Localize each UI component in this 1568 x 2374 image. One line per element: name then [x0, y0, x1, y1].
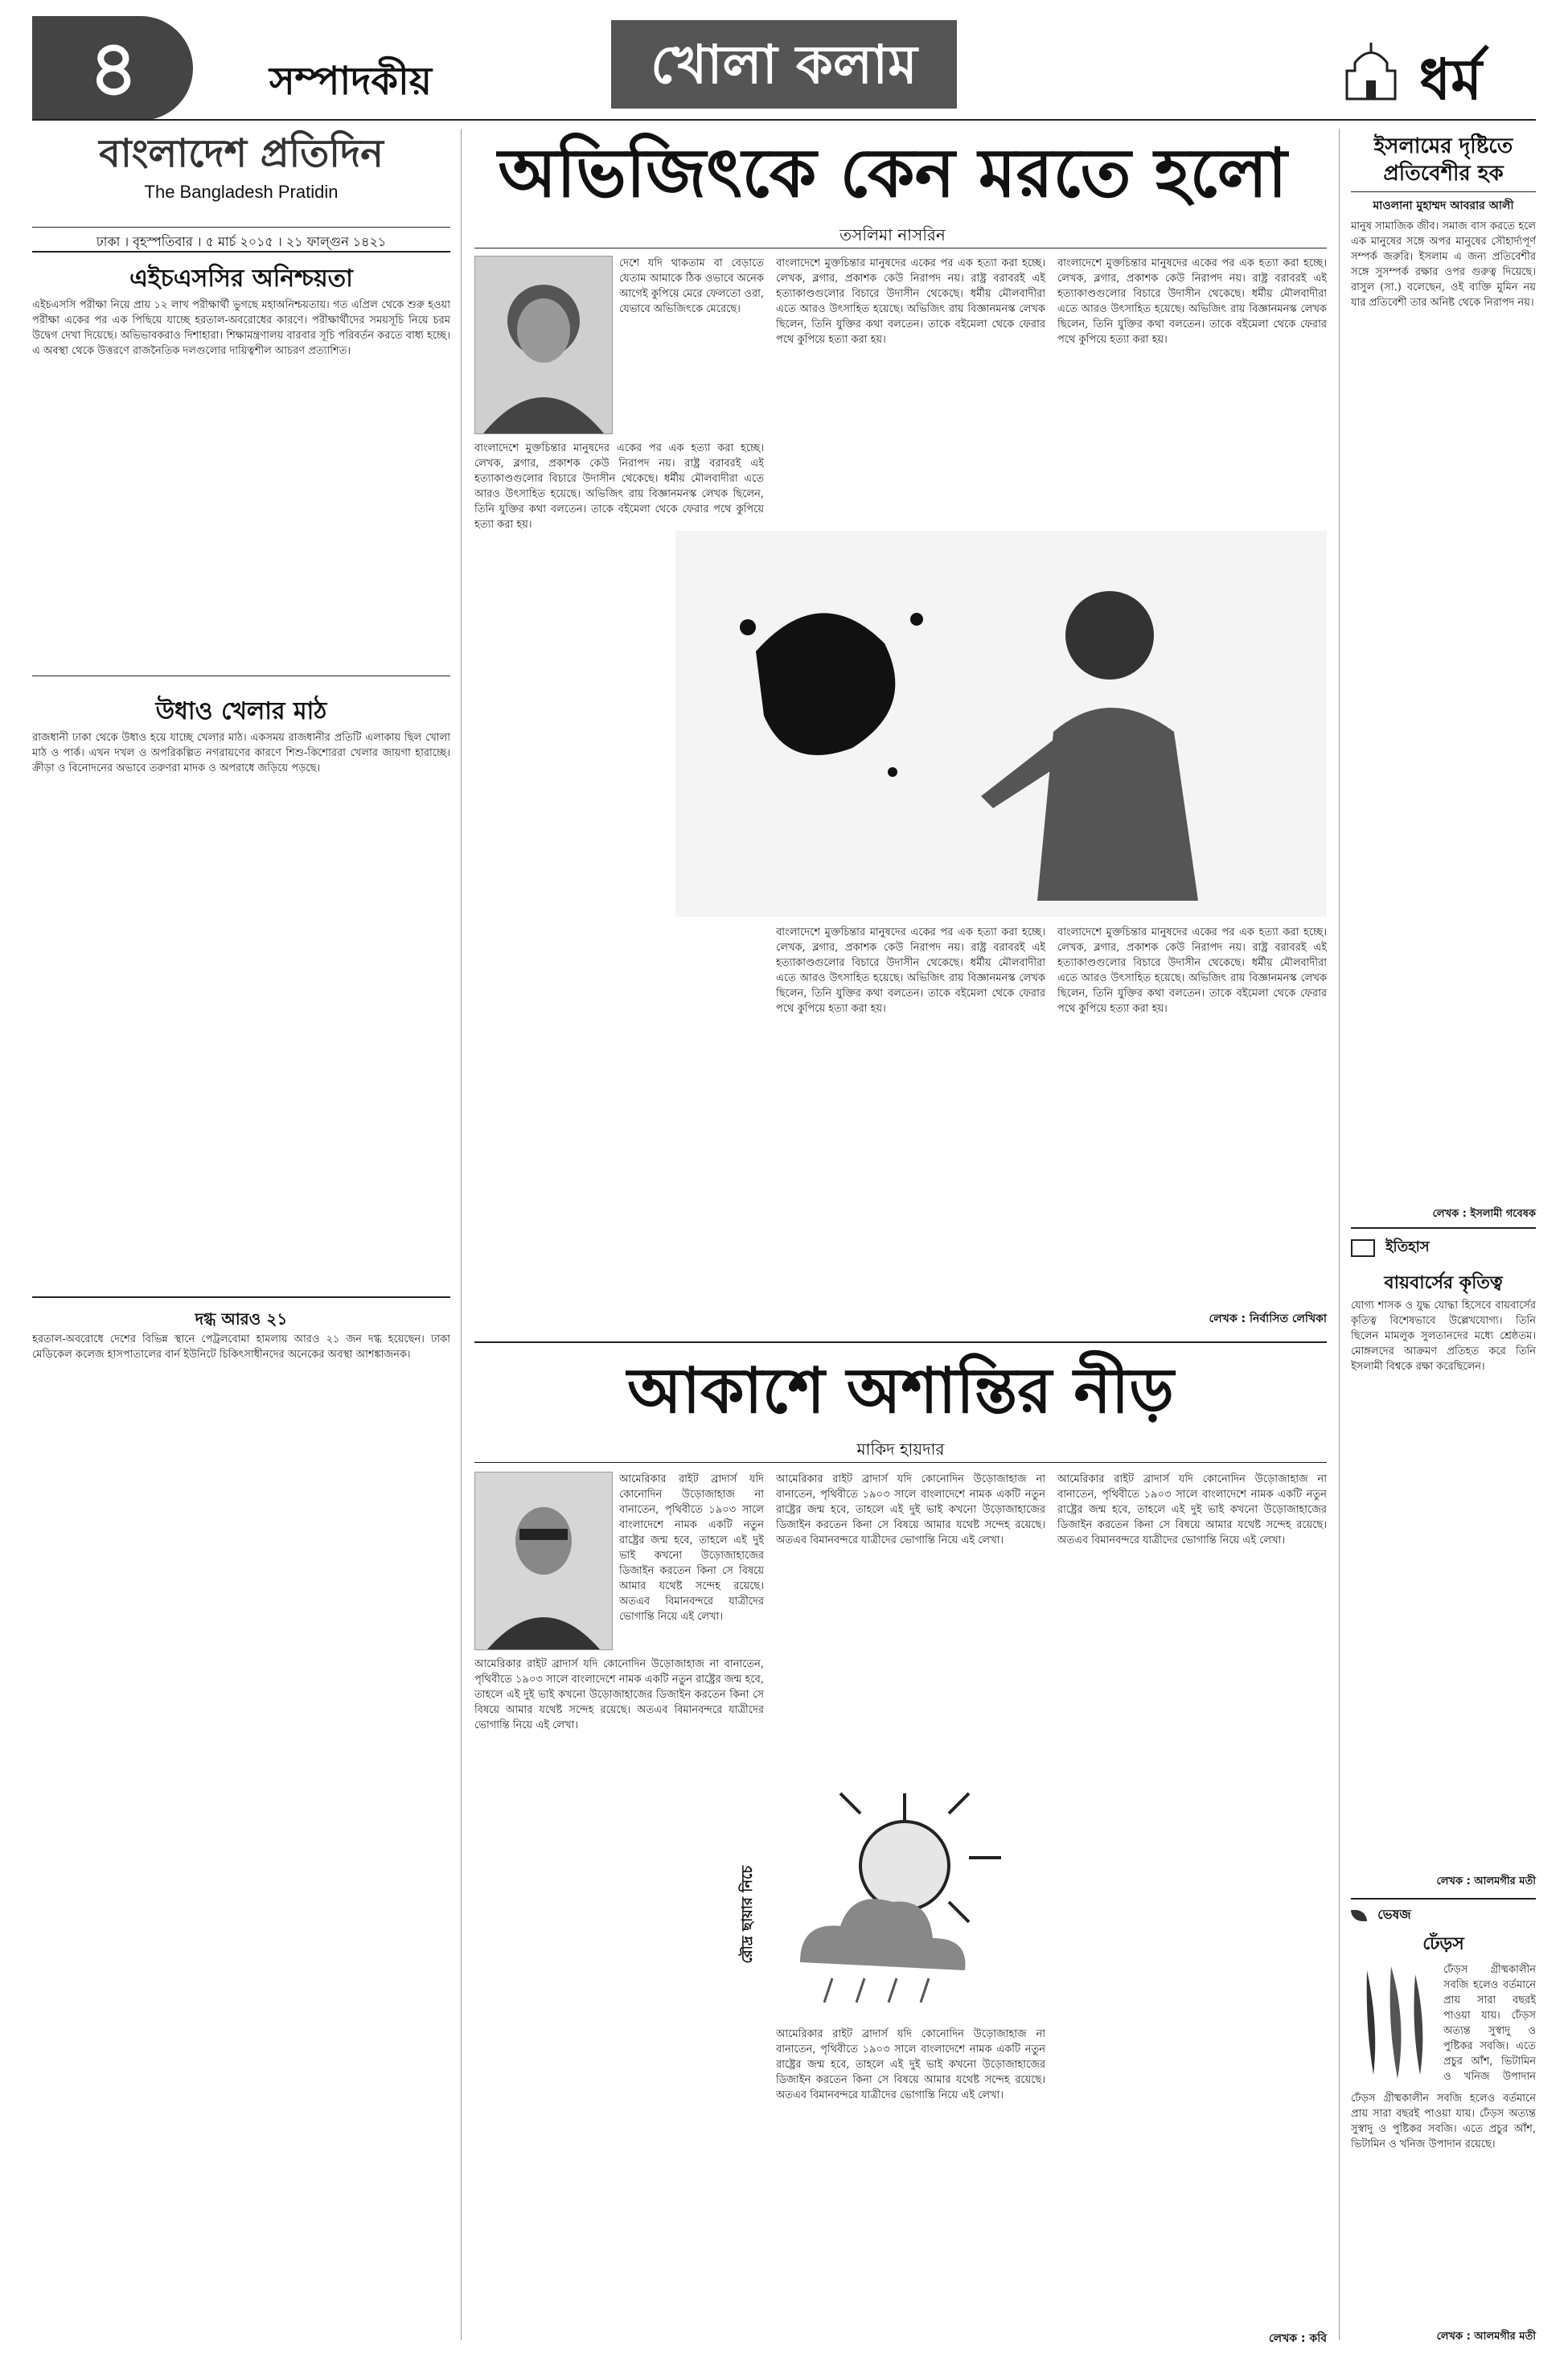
- article-body: বাংলাদেশে মুক্তচিন্তার মানুষদের একের পর এক হত্যা করা হচ্ছে। লেখক, ব্লগার, প্রকাশক কেউ নিরাপদ নয়। রাষ্ট্র বরাবরই এই হত্যাকাণ্ডগুলোর বিচারে উদাসীন থেকেছে। ধর্মীয় মৌলবাদীরা এতে আরও উৎসাহিত হয়েছে। অভিজিৎ রায় বিজ্ঞানমনস্ক লেখক ছিলেন, তিনি যুক্তির কথা বলতেন। তাকে বইমেলা থেকে ফেরার পথে কুপিয়ে হত্যা করা হয়।: [1057, 926, 1327, 1015]
- section-center-banner: [611, 20, 957, 109]
- page-number: ৪: [88, 23, 139, 113]
- herb-body: ঢেঁড়স গ্রীষ্মকালীন সবজি হলেও বর্তমানে প্রায় সারা বছরই পাওয়া যায়। ঢেঁড়স অত্যন্ত সুস্বাদু ও পুষ্টিকর সবজি। এতে প্রচুর আঁশ, ভিটামিন ও খনিজ উপাদান রয়েছে।: [1351, 2093, 1536, 2150]
- article-illustration: [675, 531, 1327, 917]
- history-signature: লেখক : আলমগীর মতী: [1436, 1875, 1536, 1887]
- islam-article-signature: লেখক : ইসলামী গবেষক: [1432, 1208, 1536, 1220]
- history-body: যোগ্য শাসক ও যুদ্ধ যোদ্ধা হিসেবে বায়বার্সের কৃতিত্ব বিশেষভাবে উল্লেখযোগ্য। তিনি ছিলেন মামলুক সুলতানদের মধ্যে শ্রেষ্ঠতম। মোঙ্গলদের আক্রমণ প্রতিহত করে তিনি ইসলামী বিশ্বকে রক্ষা করেছিলেন।: [1351, 1300, 1536, 1373]
- weather-illustration: [728, 1777, 1025, 2019]
- article-signature: লেখক : কবি: [1268, 2332, 1327, 2345]
- article-body: আমেরিকার রাইট ব্রাদার্স যদি কোনোদিন উড়োজাহাজ না বানাতেন, পৃথিবীতে ১৯০৩ সালে বাংলাদেশে নামক একটি নতুন রাষ্ট্রের জন্ম হবে, তাহলে এই দুই ভাই কখনো উড়োজাহাজের ডিজাইন করতেন কিনা সে বিষয়ে আমার যথেষ্ট সন্দেহ রয়েছে। অতএব বিমানবন্দরে যাত্রীদের ভোগান্তি নিয়ে এই লেখা।: [474, 1658, 764, 1731]
- article-author: তসলিমা নাসরিন: [839, 225, 946, 244]
- article-body: আমেরিকার রাইট ব্রাদার্স যদি কোনোদিন উড়োজাহাজ না বানাতেন, পৃথিবীতে ১৯০৩ সালে বাংলাদেশে নামক একটি নতুন রাষ্ট্রের জন্ম হবে, তাহলে এই দুই ভাই কখনো উড়োজাহাজের ডিজাইন করতেন কিনা সে বিষয়ে আমার যথেষ্ট সন্দেহ রয়েছে। অতএব বিমানবন্দরে যাত্রীদের ভোগান্তি নিয়ে এই লেখা।: [776, 2028, 1045, 2101]
- article-signature: লেখক : নির্বাসিত লেখিকা: [1209, 1312, 1327, 1325]
- history-section-label: [1351, 1235, 1536, 1259]
- page-number-tab: [32, 16, 193, 121]
- editorial-title: এইচএসসির অনিশ্চয়তা: [129, 265, 353, 293]
- article-author: মাকিদ হায়দার: [856, 1440, 945, 1459]
- book-icon: [1351, 1239, 1375, 1257]
- islam-article-author: মাওলানা মুহাম্মদ আবরার আলী: [1373, 199, 1514, 212]
- article-body: বাংলাদেশে মুক্তচিন্তার মানুষদের একের পর এক হত্যা করা হচ্ছে। লেখক, ব্লগার, প্রকাশক কেউ নিরাপদ নয়। রাষ্ট্র বরাবরই এই হত্যাকাণ্ডগুলোর বিচারে উদাসীন থেকেছে। ধর্মীয় মৌলবাদীরা এতে আরও উৎসাহিত হয়েছে। অভিজিৎ রায় বিজ্ঞানমনস্ক লেখক ছিলেন, তিনি যুক্তির কথা বলতেন। তাকে বইমেলা থেকে ফেরার পথে কুপিয়ে হত্যা করা হয়।: [1057, 257, 1327, 346]
- okra-illustration: [1351, 1962, 1439, 2083]
- article-lead: দেশে যদি থাকতাম বা বেড়াতে যেতাম আমাকে ঠিক ওভাবে অনেক আগেই কুপিয়ে মেরে ফেলতো ওরা, যেভাবে অভিজিৎকে মেরেছে।: [619, 257, 764, 315]
- section-left-label: সম্পাদকীয়: [269, 59, 433, 104]
- article-body: আমেরিকার রাইট ব্রাদার্স যদি কোনোদিন উড়োজাহাজ না বানাতেন, পৃথিবীতে ১৯০৩ সালে বাংলাদেশে নামক একটি নতুন রাষ্ট্রের জন্ম হবে, তাহলে এই দুই ভাই কখনো উড়োজাহাজের ডিজাইন করতেন কিনা সে বিষয়ে আমার যথেষ্ট সন্দেহ রয়েছে। অতএব বিমানবন্দরে যাত্রীদের ভোগান্তি নিয়ে এই লেখা।: [1057, 1473, 1327, 1546]
- masthead-name: বাংলাদেশ প্রতিদিন: [99, 131, 384, 176]
- dateline: ঢাকা । বৃহস্পতিবার । ৫ মার্চ ২০১৫ । ২১ ফাল্গুন ১৪২১: [96, 234, 387, 249]
- herb-signature: লেখক : আলমগীর মতী: [1436, 2331, 1536, 2343]
- mosque-icon: [1339, 39, 1403, 103]
- history-title: বায়বার্সের কৃতিত্ব: [1384, 1272, 1503, 1293]
- author-photo: [474, 1472, 613, 1650]
- section-center-label: খোলা কলাম: [651, 33, 917, 96]
- history-label: ইতিহাস: [1385, 1238, 1430, 1255]
- image-caption: রৌদ্র ছায়ার নিচে: [739, 1866, 756, 1964]
- masthead: [32, 129, 450, 217]
- article-body: বাংলাদেশে মুক্তচিন্তার মানুষদের একের পর এক হত্যা করা হচ্ছে। লেখক, ব্লগার, প্রকাশক কেউ নিরাপদ নয়। রাষ্ট্র বরাবরই এই হত্যাকাণ্ডগুলোর বিচারে উদাসীন থেকেছে। ধর্মীয় মৌলবাদীরা এতে আরও উৎসাহিত হয়েছে। অভিজিৎ রায় বিজ্ঞানমনস্ক লেখক ছিলেন, তিনি যুক্তির কথা বলতেন। তাকে বইমেলা থেকে ফেরার পথে কুপিয়ে হত্যা করা হয়।: [474, 442, 764, 531]
- article-body: আমেরিকার রাইট ব্রাদার্স যদি কোনোদিন উড়োজাহাজ না বানাতেন, পৃথিবীতে ১৯০৩ সালে বাংলাদেশে নামক একটি নতুন রাষ্ট্রের জন্ম হবে, তাহলে এই দুই ভাই কখনো উড়োজাহাজের ডিজাইন করতেন কিনা সে বিষয়ে আমার যথেষ্ট সন্দেহ রয়েছে। অতএব বিমানবন্দরে যাত্রীদের ভোগান্তি নিয়ে এই লেখা।: [619, 1473, 764, 1623]
- page-header: [0, 0, 1568, 121]
- editorial-title: দগ্ধ আরও ২১: [195, 1309, 288, 1329]
- editorial-body: রাজধানী ঢাকা থেকে উধাও হয়ে যাচ্ছে খেলার মাঠ। একসময় রাজধানীর প্রতিটি এলাকায় ছিল খোলা মাঠ ও পার্ক। এখন দখল ও অপরিকল্পিত নগরায়ণের কারণে শিশু-কিশোররা খেলার জায়গা হারাচ্ছে। ক্রীড়া ও বিনোদনের অভাবে তরুণরা মাদক ও অপরাধে জড়িয়ে পড়ছে।: [32, 732, 450, 774]
- herb-title: ঢেঁড়স: [1422, 1933, 1464, 1954]
- article-body: বাংলাদেশে মুক্তচিন্তার মানুষদের একের পর এক হত্যা করা হচ্ছে। লেখক, ব্লগার, প্রকাশক কেউ নিরাপদ নয়। রাষ্ট্র বরাবরই এই হত্যাকাণ্ডগুলোর বিচারে উদাসীন থেকেছে। ধর্মীয় মৌলবাদীরা এতে আরও উৎসাহিত হয়েছে। অভিজিৎ রায় বিজ্ঞানমনস্ক লেখক ছিলেন, তিনি যুক্তির কথা বলতেন। তাকে বইমেলা থেকে ফেরার পথে কুপিয়ে হত্যা করা হয়।: [776, 257, 1045, 346]
- section-right-label: ধর্ম: [1419, 46, 1483, 113]
- leaf-icon: [1351, 1910, 1367, 1921]
- masthead-english: The Bangladesh Pratidin: [144, 182, 339, 202]
- islam-article-title: ইসলামের দৃষ্টিতে প্রতিবেশীর হক: [1373, 134, 1513, 186]
- article-title: অভিজিৎকে কেন মরতে হলো: [498, 133, 1287, 212]
- editorial-body: হরতাল-অবরোধে দেশের বিভিন্ন স্থানে পেট্রলবোমা হামলায় আরও ২১ জন দগ্ধ হয়েছেন। ঢাকা মেডিকেল কলেজ হাসপাতালের বার্ন ইউনিটে চিকিৎসাধীনদের অনেকের অবস্থা আশঙ্কাজনক।: [32, 1333, 450, 1361]
- herb-label: ভেষজ: [1377, 1907, 1411, 1922]
- herb-section-label: [1351, 1904, 1536, 1925]
- editorial-title: উধাও খেলার মাঠ: [155, 697, 327, 725]
- herb-body: ঢেঁড়স গ্রীষ্মকালীন সবজি হলেও বর্তমানে প্রায় সারা বছরই পাওয়া যায়। ঢেঁড়স অত্যন্ত সুস্বাদু ও পুষ্টিকর সবজি। এতে প্রচুর আঁশ, ভিটামিন ও খনিজ উপাদান: [1443, 1964, 1536, 2083]
- article-title: আকাশে অশান্তির নীড়: [627, 1354, 1174, 1427]
- editorial-body: এইচএসসি পরীক্ষা নিয়ে প্রায় ১২ লাখ পরীক্ষার্থী ভুগছে মহাঅনিশ্চয়তায়। গত এপ্রিল থেকে শুরু হওয়া পরীক্ষা একের পর এক পিছিয়ে যাচ্ছে হরতাল-অবরোধের কারণে। পরীক্ষার্থীদের সময়সূচি নিয়ে চরম উদ্বেগ দেখা দিয়েছে। অভিভাবকরাও দিশাহারা। শিক্ষামন্ত্রণালয় বারবার সূচি পরিবর্তন করতে বাধ্য হচ্ছে। এ অবস্থা থেকে উত্তরণে রাজনৈতিক দলগুলোর দায়িত্বশীল আচরণ প্রত্যাশিত।: [32, 299, 450, 357]
- article-body: বাংলাদেশে মুক্তচিন্তার মানুষদের একের পর এক হত্যা করা হচ্ছে। লেখক, ব্লগার, প্রকাশক কেউ নিরাপদ নয়। রাষ্ট্র বরাবরই এই হত্যাকাণ্ডগুলোর বিচারে উদাসীন থেকেছে। ধর্মীয় মৌলবাদীরা এতে আরও উৎসাহিত হয়েছে। অভিজিৎ রায় বিজ্ঞানমনস্ক লেখক ছিলেন, তিনি যুক্তির কথা বলতেন। তাকে বইমেলা থেকে ফেরার পথে কুপিয়ে হত্যা করা হয়।: [776, 926, 1045, 1015]
- islam-article-body: মানুষ সামাজিক জীব। সমাজ বাস করতে হলে এক মানুষের সঙ্গে অপর মানুষের সৌহার্দ্যপূর্ণ সম্পর্ক জরুরি। ইসলাম এ জন্য প্রতিবেশীর সঙ্গে সুসম্পর্ক রক্ষার ওপর গুরুত্ব দিয়েছে। রাসুল (সা.) বলেছেন, ওই ব্যক্তি মুমিন নয় যার প্রতিবেশী তার অনিষ্ট থেকে নিরাপদ নয়।: [1351, 220, 1536, 309]
- article-body: আমেরিকার রাইট ব্রাদার্স যদি কোনোদিন উড়োজাহাজ না বানাতেন, পৃথিবীতে ১৯০৩ সালে বাংলাদেশে নামক একটি নতুন রাষ্ট্রের জন্ম হবে, তাহলে এই দুই ভাই কখনো উড়োজাহাজের ডিজাইন করতেন কিনা সে বিষয়ে আমার যথেষ্ট সন্দেহ রয়েছে। অতএব বিমানবন্দরে যাত্রীদের ভোগান্তি নিয়ে এই লেখা।: [776, 1473, 1045, 1546]
- author-photo: [474, 256, 613, 434]
